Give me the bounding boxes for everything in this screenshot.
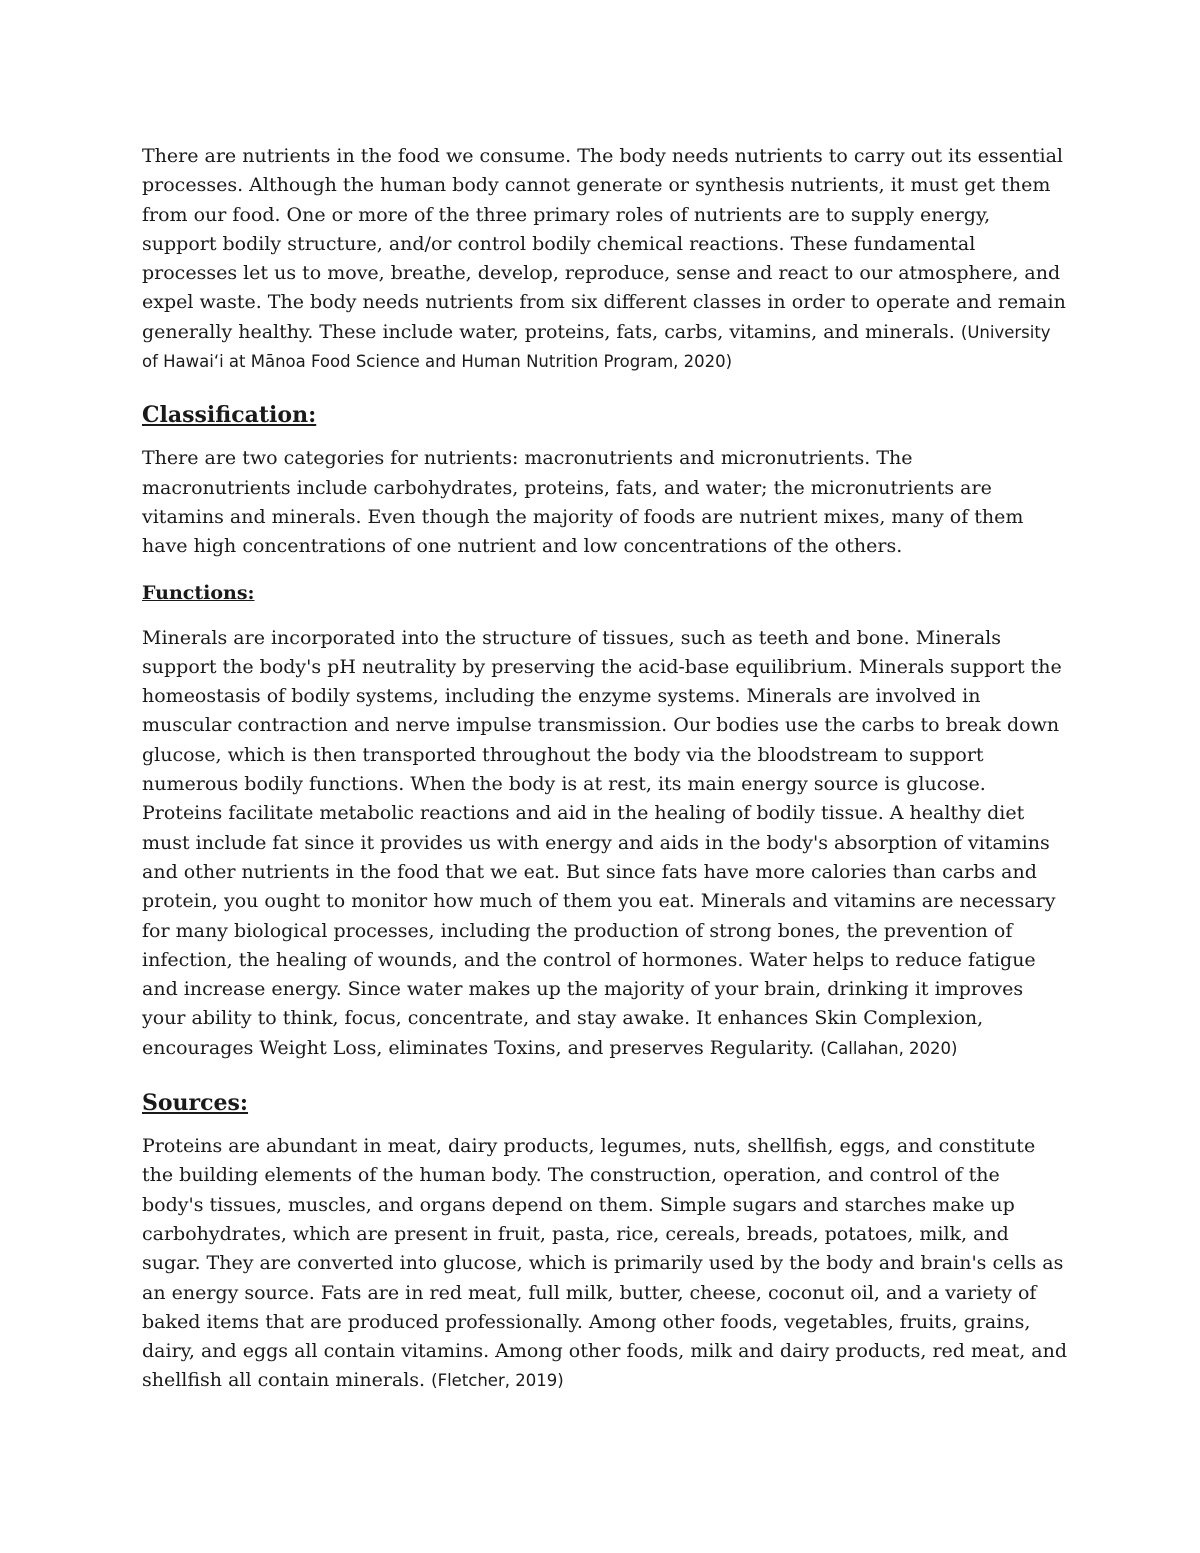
functions-citation: (Callahan, 2020) xyxy=(820,1038,958,1058)
document-body xyxy=(142,142,1067,1396)
functions-text: Minerals are incorporated into the structure of tissues, such as teeth and bone. Minerals support the body's pH neutrality by preserving the acid-base equilibrium. Minerals support the homeostasis of bodily systems, including the enzyme systems. Minerals are involved in muscular contraction and nerve impulse transmission. Our bodies use the carbs to break down glucose, which is then transported throughout the body via the bloodstream to support numerous bodily functions. When the body is at rest, its main energy source is glucose. Proteins facilitate metabolic reactions and aid in the healing of bodily tissue. A healthy diet must include fat since it provides us with energy and aids in the body's absorption of vitamins and other nutrients in the food that we eat. But since fats have more calories than carbs and protein, you ought to monitor how much of them you eat. Minerals and vitamins are necessary for many biological processes, including the production of strong bones, the prevention of infection, the healing of wounds, and the control of hormones. Water helps to reduce fatigue and increase energy. Since water makes up the majority of your brain, drinking it improves your ability to think, focus, concentrate, and stay awake. It enhances Skin Complexion, encourages Weight Loss, eliminates Toxins, and preserves Regularity. xyxy=(142,626,1062,1059)
classification-heading: Classification: xyxy=(142,402,317,429)
sources-text: Proteins are abundant in meat, dairy products, legumes, nuts, shellfish, eggs, and constitute the building elements of the human body. The construction, operation, and control of the body's tissues, muscles, and organs depend on them. Simple sugars and starches make up carbohydrates, which are present in fruit, pasta, rice, cereals, breads, potatoes, milk, and sugar. They are converted into glucose, which is primarily used by the body and brain's cells as an energy source. Fats are in red meat, full milk, butter, cheese, coconut oil, and a variety of baked items that are produced professionally. Among other foods, vegetables, fruits, grains, dairy, and eggs all contain vitamins. Among other foods, milk and dairy products, red meat, and shellfish all contain minerals. xyxy=(142,1135,1068,1392)
intro-paragraph xyxy=(142,142,1067,376)
classification-paragraph: There are two categories for nutrients: macronutrients and micronutrients. The macronutrients include carbohydrates, proteins, fats, and water; the micronutrients are vitamins and minerals. Even though the majority of foods are nutrient mixes, many of them have high concentrations of one nutrient and low concentrations of the others. xyxy=(142,447,1024,558)
intro-citation: (University of Hawaiʻi at Mānoa Food Science and Human Nutrition Program, 2020) xyxy=(142,322,1051,372)
functions-paragraph xyxy=(142,624,1067,1063)
sources-heading: Sources: xyxy=(142,1090,249,1117)
sources-paragraph xyxy=(142,1132,1067,1396)
functions-heading: Functions: xyxy=(142,581,255,604)
intro-text: There are nutrients in the food we consume. The body needs nutrients to carry out its essential processes. Although the human body cannot generate or synthesis nutrients, it must get them from our food. One or more of the three primary roles of nutrients are to supply energy, support bodily structure, and/or control bodily chemical reactions. These fundamental processes let us to move, breathe, develop, reproduce, sense and react to our atmosphere, and expel waste. The body needs nutrients from six different classes in order to operate and remain generally healthy. These include water, proteins, fats, carbs, vitamins, and minerals. xyxy=(142,145,1066,343)
sources-citation: (Fletcher, 2019) xyxy=(431,1371,564,1391)
